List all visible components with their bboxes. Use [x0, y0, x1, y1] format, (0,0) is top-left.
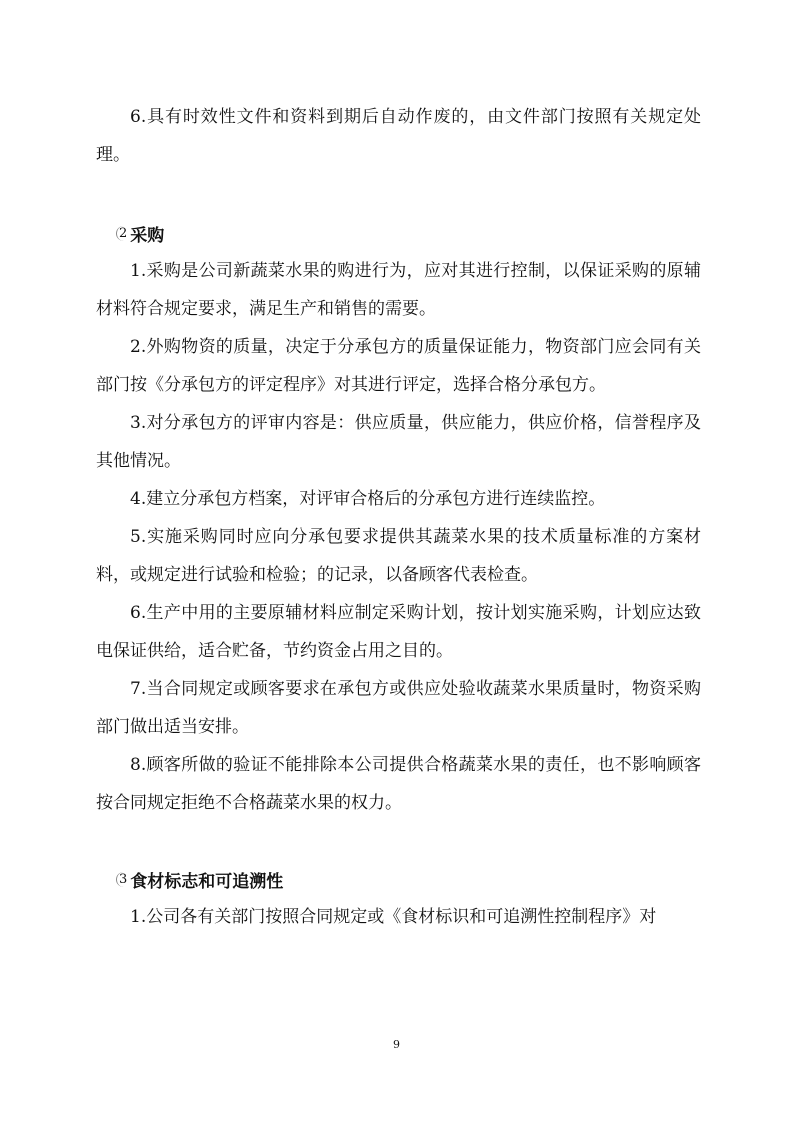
page-number: 9	[393, 1038, 400, 1051]
paragraph-1-6: 6.具有时效性文件和资料到期后自动作废的，由文件部门按照有关规定处理。	[96, 107, 701, 165]
paragraph-3-1: 1.公司各有关部门按照合同规定或《食材标识和可追溯性控制程序》对	[130, 907, 657, 927]
paragraph-2-8: 8.顾客所做的验证不能排除本公司提供合格蔬菜水果的责任，也不影响顾客按合同规定拒绝不合格蔬菜水果的权力。	[96, 755, 701, 813]
page-content	[96, 98, 701, 936]
section-number: 2	[116, 226, 127, 241]
paragraph-2-1: 1.采购是公司新蔬菜水果的购进行为，应对其进行控制，以保证采购的原辅材料符合规定要求，满足生产和销售的需要。	[96, 261, 701, 319]
section-heading-procurement	[116, 214, 701, 252]
paragraph-2-6: 6.生产中用的主要原辅材料应制定采购计划，按计划实施采购，计划应达致电保证供给，适合贮备，节约资金占用之目的。	[96, 603, 701, 661]
paragraph-2-4: 4.建立分承包方档案，对评审合格后的分承包方进行连续监控。	[130, 489, 606, 509]
section-title: 食材标志和可追溯性	[130, 871, 284, 892]
paragraph-2-3: 3.对分承包方的评审内容是：供应质量，供应能力，供应价格，信誉程序及其他情况。	[96, 413, 701, 471]
section-number: 3	[116, 872, 127, 887]
section-title: 采购	[130, 225, 165, 246]
paragraph-2-7: 7.当合同规定或顾客要求在承包方或供应处验收蔬菜水果质量时，物资采购部门做出适当安排。	[96, 679, 701, 737]
section-heading-traceability	[116, 860, 701, 898]
paragraph-2-5: 5.实施采购同时应向分承包要求提供其蔬菜水果的技术质量标准的方案材料，或规定进行试验和检验；的记录，以备顾客代表检查。	[96, 527, 701, 585]
paragraph-2-2: 2.外购物资的质量，决定于分承包方的质量保证能力，物资部门应会同有关部门按《分承包方的评定程序》对其进行评定，选择合格分承包方。	[96, 337, 701, 395]
